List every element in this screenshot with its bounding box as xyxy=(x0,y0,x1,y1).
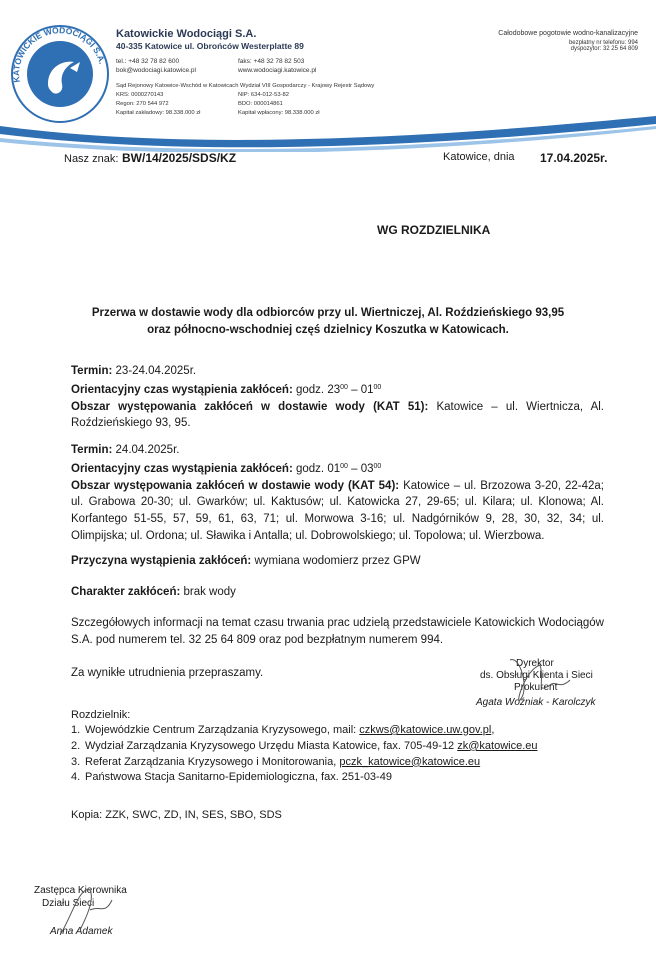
info-paragraph: Szczegółowych informacji na temat czasu trwania prac udzielą przedstawiciele Katowickich Wodociągów S.A. pod numerem tel. 32 25 64 809 oraz pod bezpłatnym numerem 994. xyxy=(71,617,604,646)
svg-text:KATOWICKIE WODOCIĄGI S.A.: KATOWICKIE WODOCIĄGI S.A. xyxy=(11,25,108,84)
company-tel: tel.: +48 32 78 82 600 xyxy=(116,58,180,65)
copy-list: Kopia: ZZK, SWC, ZD, IN, SES, SBO, SDS xyxy=(71,809,282,821)
handwritten-signature-2 xyxy=(50,880,120,940)
time-row: Orientacyjny czas wystąpienia zakłóceń: godz. $23^{00} - 01^{00}$ xyxy=(71,383,382,396)
area-row: Obszar występowania zakłóceń w dostawie wody (KAT 54): Katowice – ul. Brzozowa 3-20, 22-42a; ul. Grabowa 20-30; ul. Gwarków; ul. Kaktusów; ul. Katowicka 27, 29-65; ul. Kilara; ul. Klonowa; Al. Korfantego 51-55, 57, 59, 61, 63, 71; ul. Morwowa 3-16; ul. Nadgórników 9, 28, 30, 32, 34; ul. Olimpijska; ul. Ordona; ul. Sławika i Antalla; ul. Dobrowolskiego; ul. Topolowa; ul. Wierzbowa. xyxy=(71,479,604,542)
section-kat54 xyxy=(71,442,604,545)
company-name: Katowickie Wodociągi S.A. xyxy=(116,28,257,40)
emergency-title: Całodobowe pogotowie wodno-kanalizacyjne xyxy=(498,30,638,37)
signature-proxy: Prokurent xyxy=(514,682,558,693)
notice-title-line1: Przerwa w dostawie wody dla odbiorców przy ul. Wiertniczej, Al. Roździeńskiego 93,95 xyxy=(91,307,565,319)
term-row: Termin: 23-24.04.2025r. xyxy=(71,365,197,377)
addressee: WG ROZDZIELNIKA xyxy=(377,223,491,237)
header-wave xyxy=(0,112,656,152)
signature-department: ds. Obsługi Klienta i Sieci xyxy=(480,670,593,681)
bdo-number: BDO: 000014861 xyxy=(238,101,283,107)
distribution-label: Rozdzielnik: xyxy=(71,709,131,721)
email-link[interactable]: czkws@katowice.uw.gov.pl xyxy=(359,724,492,736)
company-website[interactable]: www.wodociagi.katowice.pl xyxy=(238,67,317,74)
signature-name: Agata Woźniak - Karolczyk xyxy=(476,697,596,708)
regon-number: Regon: 270 544 972 xyxy=(116,101,169,107)
letter-date: 17.04.2025r. xyxy=(540,151,608,165)
list-item: 2. Wydział Zarządzania Kryzysowego Urzędu Miasta Katowice, fax. 705-49-12 zk@katowice.eu xyxy=(71,739,538,752)
section-kat51 xyxy=(71,363,604,432)
deputy-title: Zastępca Kierownika xyxy=(34,885,127,896)
deputy-name: Anna Adamek xyxy=(50,926,113,937)
company-fax: faks: +48 32 78 82 503 xyxy=(238,58,305,65)
krs-number: KRS: 0000270143 xyxy=(116,92,164,98)
deputy-department: Działu Sieci xyxy=(42,898,95,909)
apology: Za wynikłe utrudnienia przepraszamy. xyxy=(71,667,264,679)
reference-number: BW/14/2025/SDS/KZ xyxy=(122,151,237,165)
reference-label: Nasz znak: xyxy=(64,153,119,165)
handwritten-signature xyxy=(490,650,580,710)
distribution-list xyxy=(71,723,631,786)
email-link[interactable]: pczk_katowice@katowice.eu xyxy=(339,755,481,768)
area-row: Obszar występowania zakłóceń w dostawie wody (KAT 51): Katowice – ul. Wiertnicza, Al. Roździeńskiego 93, 95. xyxy=(71,400,605,430)
signature-role: Dyrektor xyxy=(516,658,554,669)
list-item: 1. Wojewódzkie Centrum Zarządzania Kryzysowego, mail: czkws@katowice.uw.gov.pl, xyxy=(71,724,495,736)
notice-title-line2: oraz północno-wschodniej częś dzielnicy Koszutka w Katowicach. xyxy=(147,324,509,336)
court-registry: Sąd Rejonowy Katowice-Wschód w Katowicach Wydział VIII Gospodarczy - Krajowy Rejestr Sądowy xyxy=(116,83,375,89)
list-item: 3. Referat Zarządzania Kryzysowego i Monitorowania, pczk_katowice@katowice.eu xyxy=(71,755,481,768)
company-address: 40-335 Katowice ul. Obrońców Westerplatte 89 xyxy=(116,41,304,51)
share-capital: Kapitał zakładowy: 98.338.000 zł xyxy=(116,110,201,116)
nip-number: NIP: 634-012-53-82 xyxy=(238,92,289,98)
time-row: Orientacyjny czas wystąpienia zakłóceń: godz. $01^{00} - 03^{00}$ xyxy=(71,462,382,475)
list-item: 4. Państwowa Stacja Sanitarno-Epidemiologiczna, fax. 251-03-49 xyxy=(71,771,392,784)
company-logo xyxy=(8,22,112,126)
city-date-label: Katowice, dnia xyxy=(443,151,515,163)
term-row: Termin: 24.04.2025r. xyxy=(71,444,180,456)
cause-row: Przyczyna wystąpienia zakłóceń: wymiana wodomierz przez GPW xyxy=(71,555,421,567)
emergency-dispatcher: dyspozytor: 32 25 64 809 xyxy=(570,46,638,52)
company-email[interactable]: bok@wodociagi.katowice.pl xyxy=(116,67,196,74)
emergency-block xyxy=(498,30,638,52)
email-link[interactable]: zk@katowice.eu xyxy=(457,739,538,752)
character-row: Charakter zakłóceń: brak wody xyxy=(71,586,236,598)
paid-capital: Kapitał wpłacony: 98.338.000 zł xyxy=(238,110,320,116)
emergency-free-number: bezpłatny nr telefonu: 994 xyxy=(568,40,638,46)
